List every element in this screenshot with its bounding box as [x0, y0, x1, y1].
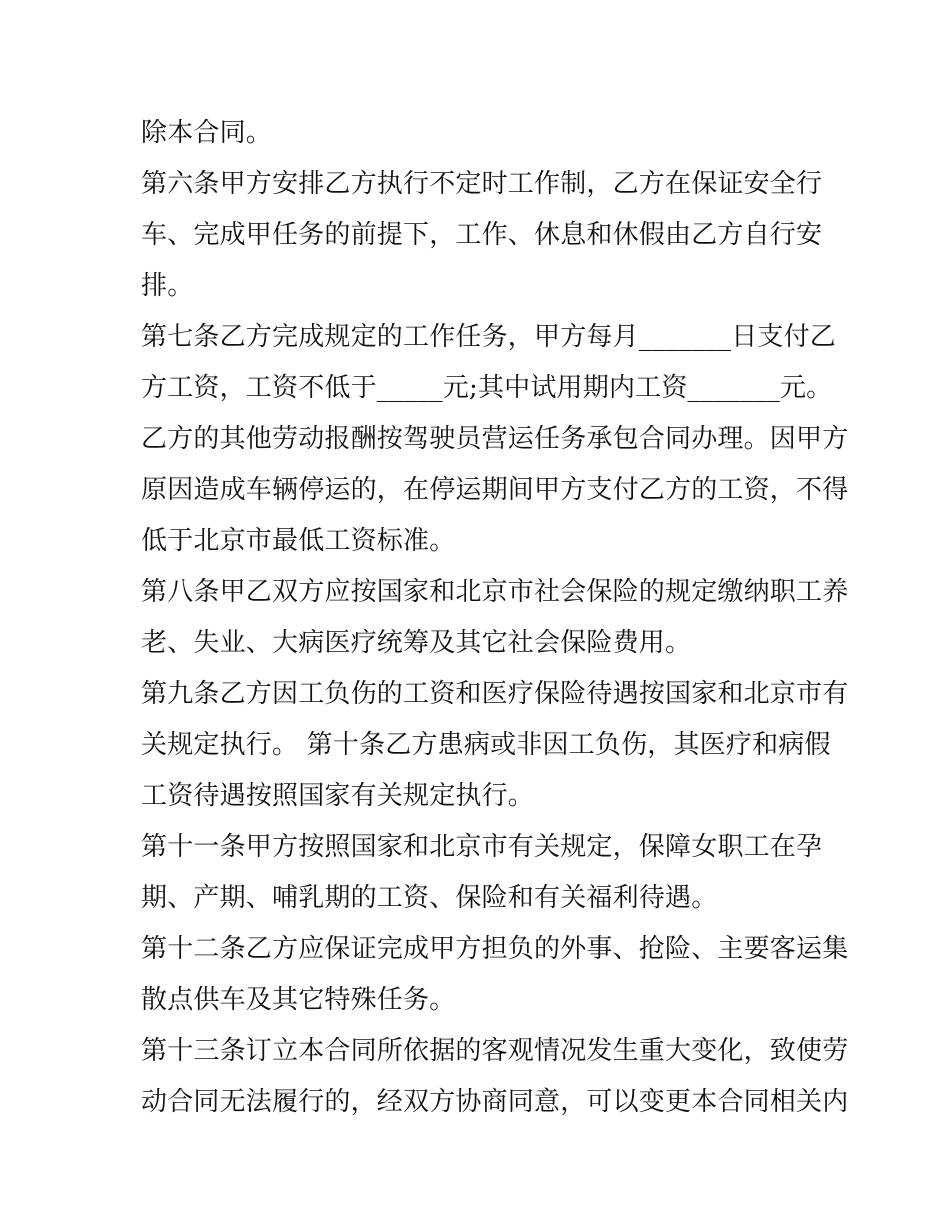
- text-line: 方工资，工资不低于_____元;其中试用期内工资_______元。: [141, 373, 833, 403]
- text-line: 原因造成车辆停运的，在停运期间甲方支付乙方的工资，不得: [141, 475, 849, 505]
- text-line: 第十一条甲方按照国家和北京市有关规定，保障女职工在孕: [141, 832, 823, 862]
- text-line: 第十二条乙方应保证完成甲方担负的外事、抢险、主要客运集: [141, 934, 849, 964]
- text-line: 期、产期、哺乳期的工资、保险和有关福利待遇。: [141, 883, 718, 913]
- text-line: 第六条甲方安排乙方执行不定时工作制，乙方在保证安全行: [141, 169, 823, 199]
- text-line: 第七条乙方完成规定的工作任务，甲方每月_______日支付乙: [141, 322, 837, 352]
- text-line: 工资待遇按照国家有关规定执行。: [141, 781, 535, 811]
- text-line: 动合同无法履行的，经双方协商同意，可以变更本合同相关内: [141, 1087, 849, 1117]
- text-line: 老、失业、大病医疗统筹及其它社会保险费用。: [141, 628, 692, 658]
- text-line: 乙方的其他劳动报酬按驾驶员营运任务承包合同办理。因甲方: [141, 424, 849, 454]
- text-line: 第十三条订立本合同所依据的客观情况发生重大变化，致使劳: [141, 1036, 849, 1066]
- contract-text: [141, 108, 849, 1128]
- text-line: 第八条甲乙双方应按国家和北京市社会保险的规定缴纳职工养: [141, 577, 849, 607]
- text-line: 第九条乙方因工负伤的工资和医疗保险待遇按国家和北京市有: [141, 679, 849, 709]
- text-line: 散点供车及其它特殊任务。: [141, 985, 456, 1015]
- text-line: 车、完成甲任务的前提下，工作、休息和休假由乙方自行安: [141, 220, 823, 250]
- text-line: 排。: [141, 271, 194, 301]
- text-line: 低于北京市最低工资标准。: [141, 526, 456, 556]
- text-line: 关规定执行。 第十条乙方患病或非因工负伤，其医疗和病假: [141, 730, 831, 760]
- text-line: 除本合同。: [141, 118, 273, 148]
